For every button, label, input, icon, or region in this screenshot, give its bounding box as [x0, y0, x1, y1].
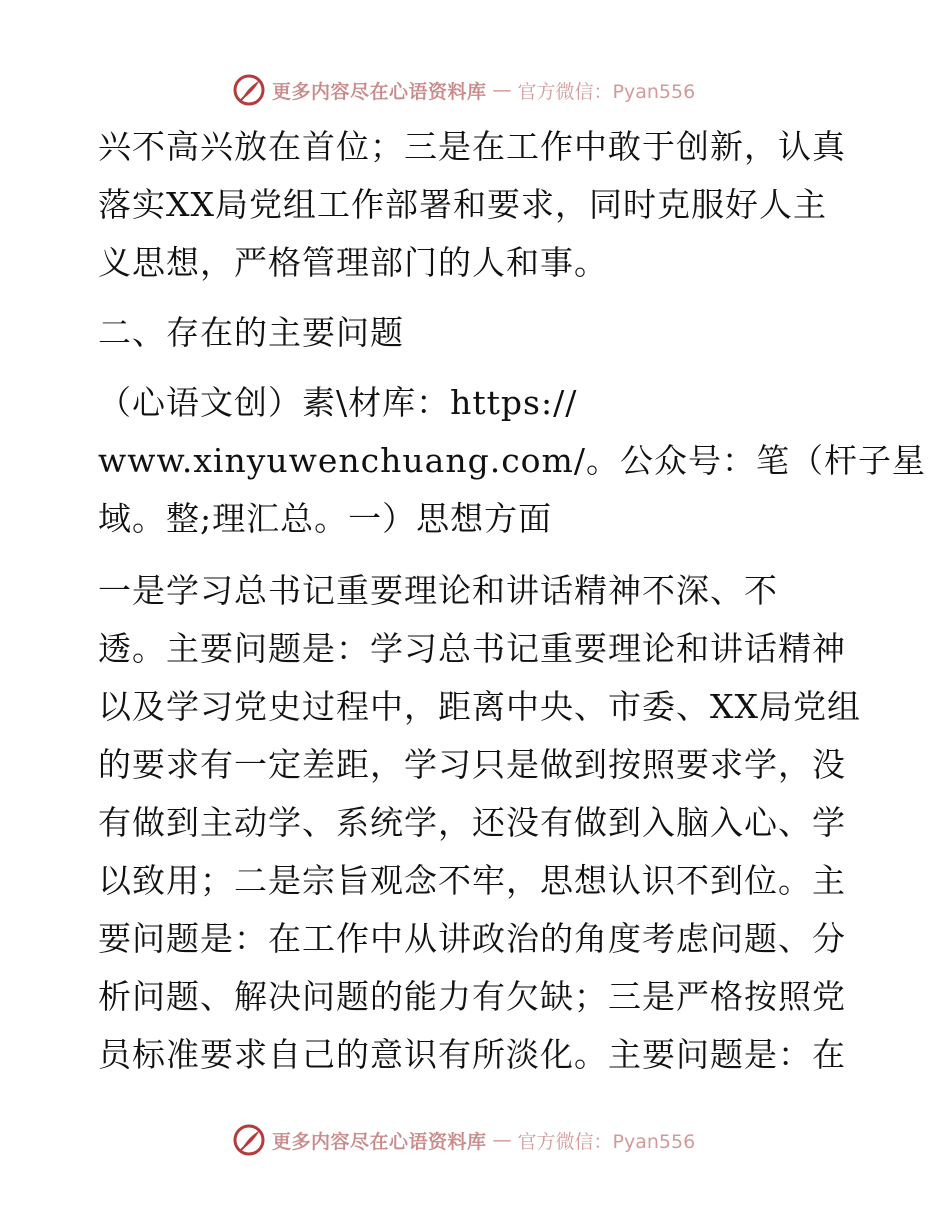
text-line: 兴不高兴放在首位；三是在工作中敢于创新，认真	[98, 127, 846, 166]
watermark-wechat: 官方微信：Pyan556	[517, 1130, 696, 1153]
text-line: www.xinyuwenchuang.com/。公众号：笔（杆子星	[98, 441, 926, 480]
section-heading: 二、存在的主要问题	[98, 313, 404, 352]
feather-logo-icon	[232, 73, 266, 107]
watermark-wechat: 官方微信：Pyan556	[517, 80, 696, 103]
watermark-separator: —	[492, 79, 512, 101]
watermark-text: 更多内容尽在心语资料库	[272, 1130, 487, 1153]
text-line: （心语文创）素\材库：https://	[98, 383, 578, 422]
paragraph-2	[98, 374, 926, 548]
text-line: 析问题、解决问题的能力有欠缺；三是严格按照党	[98, 977, 846, 1016]
feather-logo-icon	[232, 1123, 266, 1157]
watermark-separator: —	[492, 1129, 512, 1151]
text-line: 要问题是：在工作中从讲政治的角度考虑问题、分	[98, 919, 846, 958]
text-line: 域。整;理汇总。一）思想方面	[98, 499, 553, 538]
text-line: 的要求有一定差距，学习只是做到按照要求学，没	[98, 745, 846, 784]
document-body	[98, 118, 926, 1084]
header-watermark	[232, 72, 695, 108]
footer-watermark	[232, 1122, 695, 1158]
paragraph-1	[98, 118, 858, 292]
text-line: 透。主要问题是：学习总书记重要理论和讲话精神	[98, 629, 846, 668]
text-line: 以及学习党史过程中，距离中央、市委、XX局党组	[98, 687, 861, 726]
text-line: 有做到主动学、系统学，还没有做到入脑入心、学	[98, 803, 846, 842]
text-line: 员标准要求自己的意识有所淡化。主要问题是：在	[98, 1035, 846, 1074]
text-line: 以致用；二是宗旨观念不牢，思想认识不到位。主	[98, 861, 846, 900]
watermark-text: 更多内容尽在心语资料库	[272, 80, 487, 103]
text-line: 一是学习总书记重要理论和讲话精神不深、不	[98, 571, 778, 610]
text-line: 落实XX局党组工作部署和要求，同时克服好人主	[98, 185, 827, 224]
paragraph-3	[98, 562, 861, 1084]
text-line: 义思想，严格管理部门的人和事。	[98, 243, 608, 282]
